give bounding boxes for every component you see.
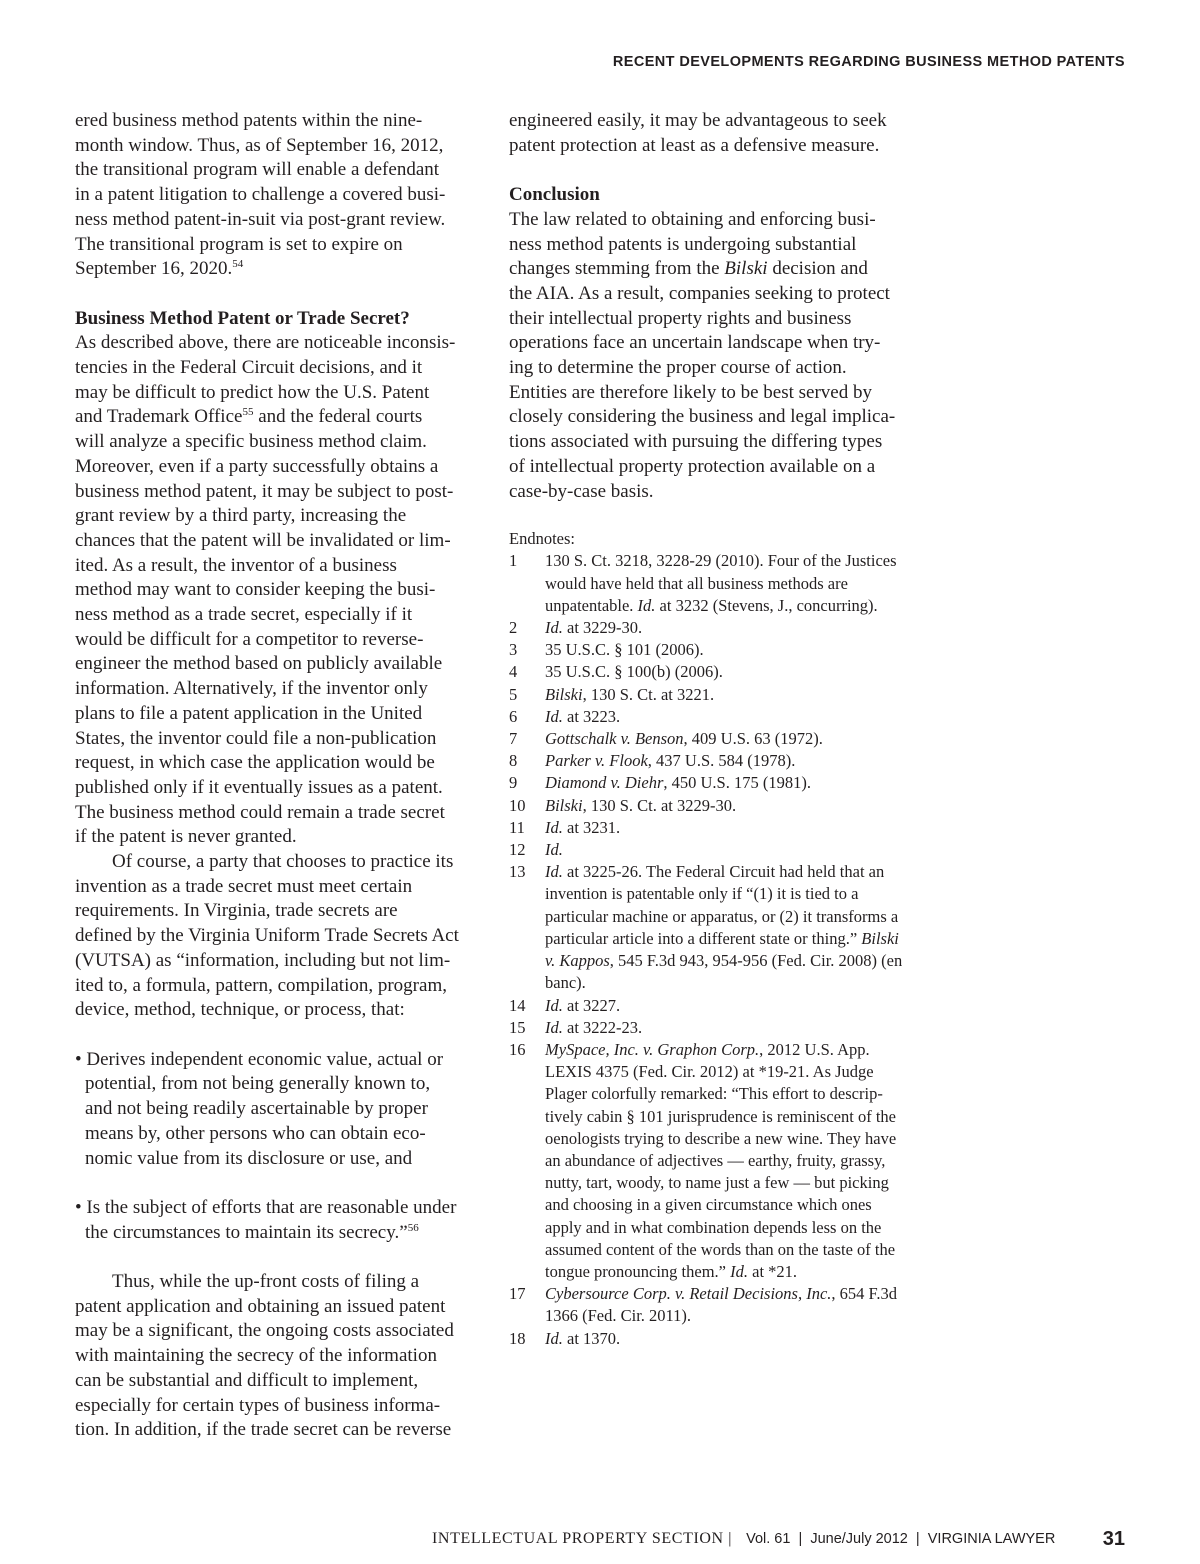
text-span: at 1370.	[562, 1328, 621, 1348]
citation-italic: Bilski	[545, 795, 583, 815]
endnote-number: 4	[509, 662, 518, 682]
endnote-item	[509, 684, 909, 706]
text-line: would be difficult for a competitor to reverse-	[75, 628, 424, 650]
text-span: and Trademark Office	[75, 406, 243, 428]
citation-italic: Id.	[730, 1261, 749, 1281]
endnote-text	[545, 661, 909, 683]
citation-italic: Id.	[545, 1017, 563, 1037]
endnote-item	[509, 639, 909, 661]
paragraph-transitional-program	[75, 109, 475, 282]
footer-meta: Vol. 61 | June/July 2012 | VIRGINIA LAWYER	[746, 1531, 1056, 1547]
text-span: at 3232 (Stevens, J., concurring).	[655, 595, 878, 615]
text-line: The business method could remain a trade secret	[75, 801, 445, 823]
text-span: 35 U.S.C. § 101 (2006).	[545, 640, 704, 660]
text-span: and the federal courts	[253, 406, 423, 428]
endnote-item	[509, 706, 909, 728]
endnote-text	[545, 817, 909, 839]
bullet-item-economic-value	[75, 1048, 475, 1172]
text-span: 130 S. Ct. 3218, 3228-29 (2010). Four of the Justices would have held that all business methods are unpatentable.	[545, 551, 897, 615]
text-line: especially for certain types of business informa-	[75, 1394, 441, 1416]
citation-italic: Id.	[637, 595, 656, 615]
citation-italic: Cybersource Corp. v. Retail Decisions, Inc.	[545, 1284, 832, 1304]
endnote-text	[545, 617, 909, 639]
endnotes-title: Endnotes:	[509, 529, 575, 549]
text-line: may be a significant, the ongoing costs associated	[75, 1320, 454, 1342]
text-span: changes stemming from the	[509, 258, 725, 280]
endnote-text	[545, 1017, 909, 1039]
endnote-number: 12	[509, 840, 526, 860]
endnote-text	[545, 728, 909, 750]
paragraph-virginia-requirements	[75, 850, 475, 1023]
endnote-text	[545, 1039, 909, 1283]
text-line: potential, from not being generally known to,	[85, 1073, 431, 1095]
endnote-text	[545, 772, 909, 794]
endnote-number: 10	[509, 795, 526, 815]
text-span: the circumstances to maintain its secrecy.”	[85, 1221, 408, 1243]
paragraph-costs	[75, 1270, 475, 1443]
endnote-number: 6	[509, 706, 518, 726]
text-line: tions associated with pursuing the differing types	[509, 431, 883, 453]
citation-italic: Bilski v. Kappos	[545, 928, 899, 971]
text-line: The law related to obtaining and enforcing busi-	[509, 208, 876, 230]
left-column	[75, 109, 475, 1443]
endnote-text	[545, 706, 909, 728]
text-span: , 2012 U.S. App. LEXIS 4375 (Fed. Cir. 2012) at *19-21. As Judge Plager colorfully remarked: “This effort to descriptively cabin § 101 jurisprudence is reminiscent of the oenologists trying to describe a new wine. They have an abundance of adjectives — earthy, fruity, grassy, nutty, tart, woody, to name just a few — but picking and choosing in a given circumstance which ones apply and in what combination depends less on the assumed content of the words than on the taste of the tongue pronouncing them.”	[545, 1039, 897, 1281]
text-span: at 3227.	[562, 995, 621, 1015]
endnote-item	[509, 795, 909, 817]
footer	[432, 1530, 1055, 1548]
text-line: defined by the Virginia Uniform Trade Secrets Act	[75, 925, 459, 947]
text-span: , 437 U.S. 584 (1978).	[647, 751, 796, 771]
section-heading-conclusion: Conclusion	[509, 184, 600, 206]
text-line: Entities are therefore likely to be best served by	[509, 381, 872, 403]
endnote-number: 1	[509, 551, 518, 571]
text-line: ing to determine the proper course of action.	[509, 357, 847, 379]
endnotes-list	[509, 550, 909, 1349]
text-line: tion. In addition, if the trade secret can be reverse	[75, 1419, 452, 1441]
running-head: RECENT DEVELOPMENTS REGARDING BUSINESS METHOD PATENTS	[612, 54, 1125, 70]
text-line	[509, 257, 909, 282]
text-span: , 450 U.S. 175 (1981).	[663, 773, 811, 793]
citation-italic: Id.	[545, 862, 563, 882]
endnote-number: 11	[509, 817, 525, 837]
endnote-item	[509, 1283, 909, 1327]
text-span: September 16, 2020.	[75, 258, 233, 280]
text-span: 35 U.S.C. § 100(b) (2006).	[545, 662, 723, 682]
endnote-text	[545, 639, 909, 661]
text-line: (VUTSA) as “information, including but not lim-	[75, 949, 451, 971]
text-line: ited. As a result, the inventor of a business	[75, 554, 397, 576]
endnote-text	[545, 839, 909, 861]
endnote-number: 7	[509, 729, 518, 749]
endnote-text	[545, 995, 909, 1017]
endnote-item	[509, 1017, 909, 1039]
endnote-text	[545, 1328, 909, 1350]
section-heading-trade-secret: Business Method Patent or Trade Secret?	[75, 307, 410, 329]
text-line: closely considering the business and legal implica-	[509, 406, 896, 428]
text-line: grant review by a third party, increasing the	[75, 505, 407, 527]
endnote-text	[545, 750, 909, 772]
endnote-text	[545, 1283, 909, 1327]
endnote-item	[509, 661, 909, 683]
text-line: chances that the patent will be invalidated or lim-	[75, 529, 451, 551]
endnote-number: 15	[509, 1017, 526, 1037]
paragraph-trade-secret	[75, 331, 475, 850]
text-line: operations face an uncertain landscape when try-	[509, 332, 881, 354]
endnote-number: 3	[509, 640, 518, 660]
text-line: tencies in the Federal Circuit decisions, and it	[75, 357, 423, 379]
endnote-item	[509, 750, 909, 772]
text-line: the AIA. As a result, companies seeking to protect	[509, 282, 890, 304]
text-line: engineered easily, it may be advantageous to seek	[509, 110, 887, 131]
text-line: if the patent is never granted.	[75, 826, 297, 848]
citation-italic: Id.	[545, 1328, 563, 1348]
text-line: requirements. In Virginia, trade secrets are	[75, 900, 398, 922]
bullet-item-secrecy-efforts	[75, 1196, 475, 1245]
text-span: at 3223.	[562, 706, 621, 726]
text-line: month window. Thus, as of September 16, 2012,	[75, 134, 444, 156]
text-line: invention as a trade secret must meet certain	[75, 875, 413, 897]
endnote-number: 18	[509, 1328, 526, 1348]
citation-italic: Parker v. Flook	[545, 751, 648, 771]
endnote-item	[509, 861, 909, 994]
text-line: Of course, a party that chooses to practice its	[112, 851, 454, 873]
text-span: at 3231.	[562, 817, 621, 837]
endnote-text	[545, 861, 909, 994]
text-line: method may want to consider keeping the busi-	[75, 579, 436, 601]
text-line: in a patent litigation to challenge a covered busi-	[75, 184, 446, 206]
paragraph-continued	[509, 109, 909, 158]
text-line: plans to file a patent application in the United	[75, 702, 423, 724]
text-line	[75, 257, 475, 282]
text-line: ness method as a trade secret, especially if it	[75, 604, 413, 626]
text-line: request, in which case the application would be	[75, 752, 435, 774]
endnote-item	[509, 1328, 909, 1350]
endnote-number: 16	[509, 1039, 526, 1059]
footnote-ref: 54	[232, 258, 244, 271]
text-line: can be substantial and difficult to implement,	[75, 1369, 419, 1391]
text-span: , 130 S. Ct. at 3221.	[582, 684, 715, 704]
right-column	[509, 109, 909, 1350]
citation-italic: Id.	[545, 840, 563, 860]
text-span: , 654 F.3d 1366 (Fed. Cir. 2011).	[545, 1284, 898, 1326]
text-line: nomic value from its disclosure or use, and	[85, 1147, 413, 1169]
text-span: at *21.	[748, 1261, 798, 1281]
endnote-text	[545, 550, 909, 617]
text-line: ered business method patents within the nine-	[75, 110, 423, 131]
endnote-number: 2	[509, 618, 518, 638]
text-line: will analyze a specific business method claim.	[75, 431, 427, 453]
endnote-item	[509, 550, 909, 617]
citation-italic: MySpace, Inc. v. Graphon Corp.	[545, 1039, 760, 1059]
text-line: and not being readily ascertainable by proper	[85, 1098, 428, 1120]
text-line: ness method patents is undergoing substantial	[509, 233, 857, 255]
case-name: Bilski	[724, 258, 768, 280]
endnote-item	[509, 772, 909, 794]
text-line: device, method, technique, or process, that:	[75, 999, 405, 1021]
text-line: patent application and obtaining an issued patent	[75, 1295, 446, 1317]
endnote-number: 9	[509, 773, 518, 793]
text-line: • Derives independent economic value, actual or	[75, 1048, 444, 1070]
endnote-number: 14	[509, 995, 526, 1015]
text-line: published only if it eventually issues as a patent.	[75, 776, 443, 798]
endnote-item	[509, 817, 909, 839]
text-span: decision and	[767, 258, 868, 280]
text-line: ited to, a formula, pattern, compilation, program,	[75, 974, 447, 996]
endnote-text	[545, 795, 909, 817]
footnote-ref: 56	[407, 1221, 419, 1234]
endnote-number: 5	[509, 684, 518, 704]
page-number: 31	[1102, 1528, 1125, 1550]
citation-italic: Diamond v. Diehr	[545, 773, 664, 793]
text-line: Moreover, even if a party successfully obtains a	[75, 455, 439, 477]
text-line: information. Alternatively, if the inventor only	[75, 678, 428, 700]
text-span: at 3229-30.	[562, 618, 643, 638]
endnote-number: 17	[509, 1284, 526, 1304]
text-line: engineer the method based on publicly available	[75, 653, 443, 675]
text-line: As described above, there are noticeable inconsis-	[75, 332, 456, 354]
text-line: their intellectual property rights and business	[509, 307, 852, 329]
endnote-number: 13	[509, 862, 526, 882]
text-line	[75, 405, 475, 430]
citation-italic: Id.	[545, 706, 563, 726]
text-span: , 130 S. Ct. at 3229-30.	[582, 795, 737, 815]
citation-italic: Gottschalk v. Benson	[545, 729, 684, 749]
footer-section: INTELLECTUAL PROPERTY SECTION |	[432, 1530, 733, 1547]
endnote-item	[509, 995, 909, 1017]
text-line: of intellectual property protection available on a	[509, 455, 876, 477]
text-span: at 3225-26. The Federal Circuit had held that an invention is patentable only if “(1) it is tied to a particular machine or apparatus, or (2) it transforms a particular article into a different state or thing.”	[545, 862, 899, 948]
citation-italic: Bilski	[545, 684, 583, 704]
text-line: patent protection at least as a defensive measure.	[509, 134, 880, 156]
endnote-text	[545, 684, 909, 706]
citation-italic: Id.	[545, 618, 563, 638]
citation-italic: Id.	[545, 817, 563, 837]
endnote-number: 8	[509, 751, 518, 771]
text-span: , 409 U.S. 63 (1972).	[683, 729, 823, 749]
endnote-item	[509, 617, 909, 639]
text-line: Thus, while the up-front costs of filing a	[112, 1270, 420, 1292]
text-line: business method patent, it may be subject to post-	[75, 480, 454, 502]
citation-italic: Id.	[545, 995, 563, 1015]
text-line: the transitional program will enable a defendant	[75, 159, 440, 181]
paragraph-conclusion	[509, 208, 909, 504]
endnote-item	[509, 728, 909, 750]
text-line: means by, other persons who can obtain eco-	[85, 1122, 426, 1144]
text-line: with maintaining the secrecy of the information	[75, 1345, 437, 1367]
text-line: States, the inventor could file a non-publication	[75, 727, 437, 749]
text-line	[75, 1221, 475, 1246]
endnote-item	[509, 1039, 909, 1283]
text-span: , 545 F.3d 943, 954-956 (Fed. Cir. 2008) (en banc).	[545, 951, 903, 993]
text-line: case-by-case basis.	[509, 480, 654, 502]
text-line: may be difficult to predict how the U.S. Patent	[75, 381, 430, 403]
text-span: at 3222-23.	[562, 1017, 643, 1037]
text-line: • Is the subject of efforts that are reasonable under	[75, 1196, 457, 1218]
text-line: The transitional program is set to expire on	[75, 233, 403, 255]
footnote-ref: 55	[242, 406, 254, 419]
endnote-item	[509, 839, 909, 861]
text-line: ness method patent-in-suit via post-grant review.	[75, 208, 446, 230]
